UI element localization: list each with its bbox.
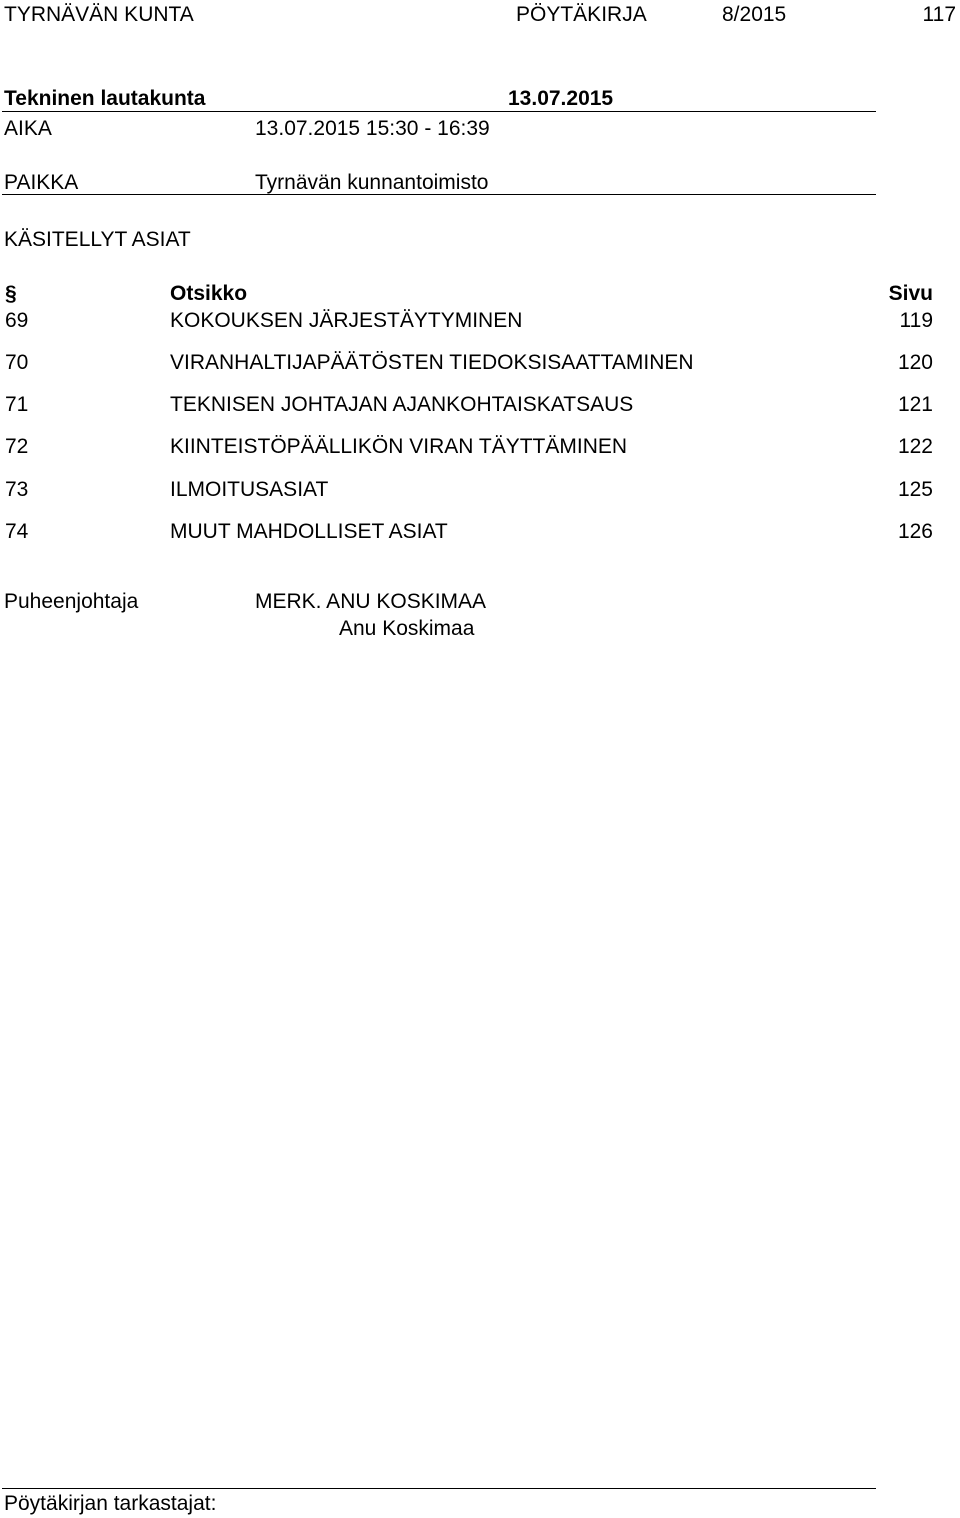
column-header-title: Otsikko — [170, 282, 248, 305]
chairperson-label: Puheenjohtaja — [4, 590, 139, 613]
agenda-item-number: 72 — [5, 435, 29, 458]
agenda-item-page: 120 — [897, 351, 933, 374]
section-title: KÄSITELLYT ASIAT — [4, 228, 191, 251]
meeting-date: 13.07.2015 — [508, 87, 614, 110]
agenda-item-number: 71 — [5, 393, 29, 416]
municipality-name: TYRNÄVÄN KUNTA — [4, 3, 194, 26]
footer-divider — [2, 1488, 876, 1489]
agenda-item-page: 122 — [897, 435, 933, 458]
document-type: PÖYTÄKIRJA — [516, 3, 647, 26]
agenda-item-title: MUUT MAHDOLLISET ASIAT — [170, 520, 448, 543]
agenda-item-page: 121 — [897, 393, 933, 416]
agenda-item-title: TEKNISEN JOHTAJAN AJANKOHTAISKATSAUS — [170, 393, 634, 416]
place-divider — [2, 194, 876, 195]
committee-name: Tekninen lautakunta — [4, 87, 206, 110]
page-number: 117 — [922, 3, 956, 26]
agenda-item-title: ILMOITUSASIAT — [170, 478, 329, 501]
agenda-item-title: VIRANHALTIJAPÄÄTÖSTEN TIEDOKSISAATTAMINEN — [170, 351, 694, 374]
agenda-item-title: KOKOUKSEN JÄRJESTÄYTYMINEN — [170, 309, 523, 332]
agenda-item-page: 126 — [897, 520, 933, 543]
agenda-item-page: 125 — [897, 478, 933, 501]
place-value: Tyrnävän kunnantoimisto — [255, 171, 489, 194]
agenda-item-number: 69 — [5, 309, 29, 332]
place-label: PAIKKA — [4, 171, 79, 194]
section-symbol: § — [5, 282, 17, 305]
column-header-page: Sivu — [888, 282, 933, 305]
agenda-item-number: 70 — [5, 351, 29, 374]
agenda-item-number: 73 — [5, 478, 29, 501]
time-value: 13.07.2015 15:30 - 16:39 — [255, 117, 490, 140]
time-label: AIKA — [4, 117, 52, 140]
document-number: 8/2015 — [722, 3, 787, 26]
agenda-item-number: 74 — [5, 520, 29, 543]
reviewers-label: Pöytäkirjan tarkastajat: — [4, 1492, 217, 1515]
agenda-item-title: KIINTEISTÖPÄÄLLIKÖN VIRAN TÄYTTÄMINEN — [170, 435, 628, 458]
chairperson-name: Anu Koskimaa — [339, 617, 475, 640]
signature-mark: MERK. ANU KOSKIMAA — [255, 590, 487, 613]
agenda-item-page: 119 — [899, 309, 933, 332]
header-divider — [2, 111, 876, 112]
